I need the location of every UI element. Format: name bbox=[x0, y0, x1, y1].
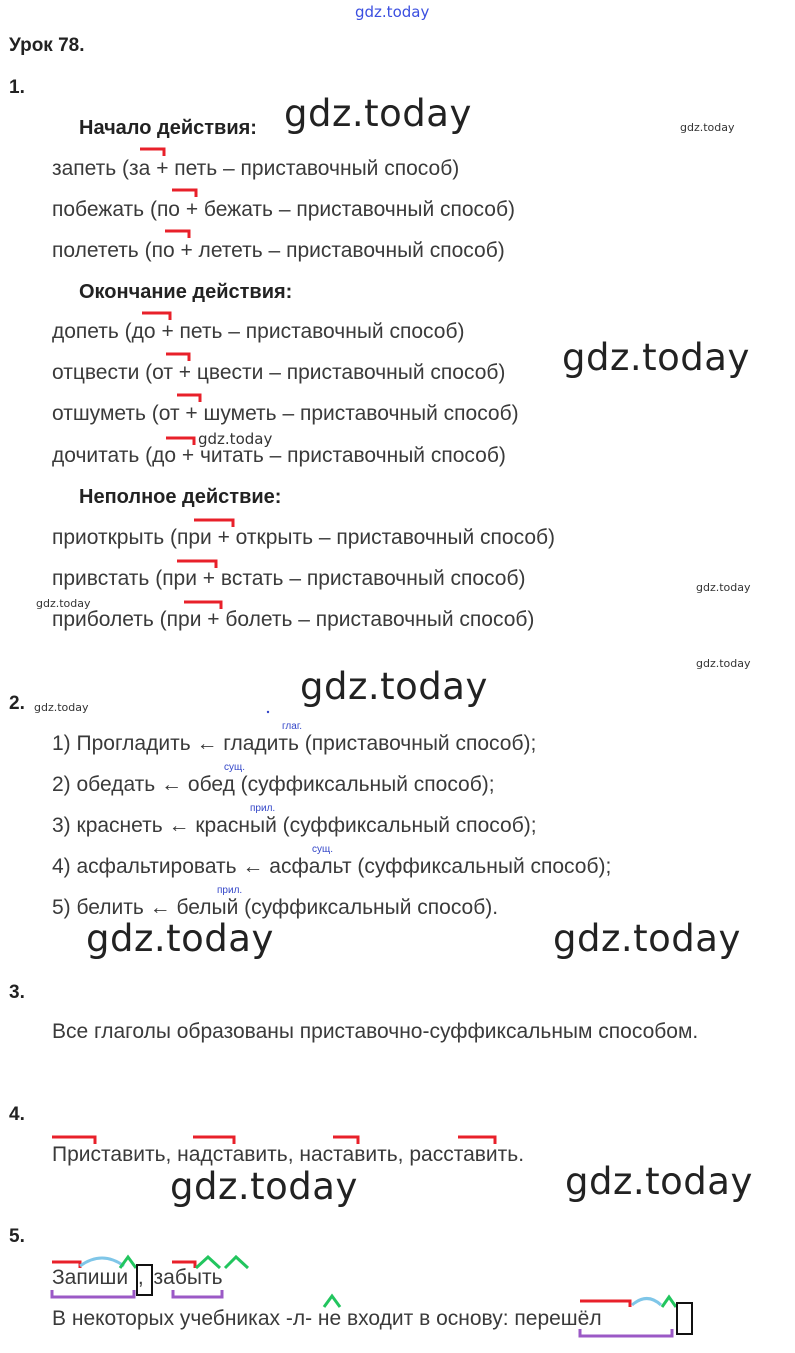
watermark-small: gdz.today bbox=[696, 657, 751, 670]
list-item: допеть (до + петь – приставочный способ) bbox=[52, 320, 465, 343]
list-item: отцвести (от + цвести – приставочный способ) bbox=[52, 361, 506, 384]
root-arc bbox=[80, 1258, 124, 1266]
prefix-mark bbox=[172, 190, 196, 197]
prefix-mark bbox=[166, 438, 194, 445]
watermark-small: gdz.today bbox=[696, 581, 751, 594]
watermark-small: gdz.today bbox=[34, 701, 89, 714]
watermark: gdz.today bbox=[553, 917, 741, 960]
list-item: отшуметь (от + шуметь – приставочный способ) bbox=[52, 402, 519, 425]
prefix-mark bbox=[166, 354, 189, 361]
suffix-mark bbox=[225, 1257, 248, 1268]
task-number: 3. bbox=[9, 982, 25, 1003]
watermark-small: gdz.today bbox=[198, 430, 273, 448]
answer-text: Запиши , забыть bbox=[52, 1266, 223, 1289]
list-item: 2) обедать ← обед (суффиксальный способ); bbox=[52, 773, 495, 796]
section-heading: Неполное действие: bbox=[79, 486, 282, 508]
stem-mark bbox=[173, 1290, 222, 1297]
watermark: gdz.today bbox=[562, 336, 750, 379]
suffix-mark bbox=[324, 1296, 340, 1307]
prefix-mark bbox=[194, 520, 233, 527]
watermark: gdz.today bbox=[170, 1165, 358, 1208]
list-item: запеть (за + петь – приставочный способ) bbox=[52, 157, 460, 180]
watermark-small: gdz.today bbox=[680, 121, 735, 134]
watermark: gdz.today bbox=[86, 917, 274, 960]
prefix-mark bbox=[140, 149, 164, 156]
list-item: 3) краснеть ← красный (суффиксальный способ); bbox=[52, 814, 537, 837]
task-number: 5. bbox=[9, 1226, 25, 1247]
pos-tag: сущ. bbox=[224, 762, 246, 773]
watermark: gdz.today bbox=[284, 92, 472, 135]
list-item: 5) белить ← белый (суффиксальный способ). bbox=[52, 896, 499, 919]
suffix-mark bbox=[662, 1297, 676, 1307]
list-item: 4) асфальтировать ← асфальт (суффиксальный способ); bbox=[52, 855, 612, 878]
root-arc bbox=[632, 1299, 661, 1306]
answer-text: В некоторых учебниках -л- не входит в основу: перешёл bbox=[52, 1307, 602, 1330]
watermark: gdz.today bbox=[565, 1160, 753, 1203]
list-item: побежать (по + бежать – приставочный способ) bbox=[52, 198, 515, 221]
list-item: приболеть (при + болеть – приставочный способ) bbox=[52, 608, 535, 631]
watermark-small: gdz.today bbox=[36, 597, 91, 610]
prefix-mark bbox=[177, 395, 200, 402]
prefix-mark bbox=[177, 561, 216, 568]
lesson-title: Урок 78. bbox=[9, 35, 85, 56]
watermark: gdz.today bbox=[300, 665, 488, 708]
prefix-mark bbox=[184, 602, 221, 609]
task-number: 2. bbox=[9, 693, 25, 714]
task-number: 4. bbox=[9, 1104, 25, 1125]
pos-tag: глаг. bbox=[282, 721, 303, 732]
prefix-mark bbox=[142, 313, 170, 320]
ending-box bbox=[677, 1303, 692, 1334]
list-item: привстать (при + встать – приставочный способ) bbox=[52, 567, 526, 590]
header-watermark: gdz.today bbox=[355, 3, 430, 21]
section-heading: Начало действия: bbox=[79, 117, 257, 139]
pos-tag: сущ. bbox=[312, 844, 334, 855]
stem-mark bbox=[52, 1290, 134, 1297]
answer-text: Все глаголы образованы приставочно-суффиксальным способом. bbox=[52, 1020, 699, 1043]
list-item: полететь (по + лететь – приставочный способ) bbox=[52, 239, 505, 262]
dot bbox=[267, 711, 269, 713]
pos-tag: прил. bbox=[217, 885, 243, 896]
list-item: 1) Прогладить ← гладить (приставочный способ); bbox=[52, 732, 537, 755]
pos-tag: прил. bbox=[250, 803, 276, 814]
prefix-mark bbox=[165, 231, 189, 238]
task-number: 1. bbox=[9, 77, 25, 98]
section-heading: Окончание действия: bbox=[79, 281, 293, 303]
list-item: приоткрыть (при + открыть – приставочный способ) bbox=[52, 526, 556, 549]
answer-text: Приставить, надставить, наставить, расставить. bbox=[52, 1143, 525, 1166]
list-item: дочитать (до + читать – приставочный способ) bbox=[52, 444, 506, 467]
